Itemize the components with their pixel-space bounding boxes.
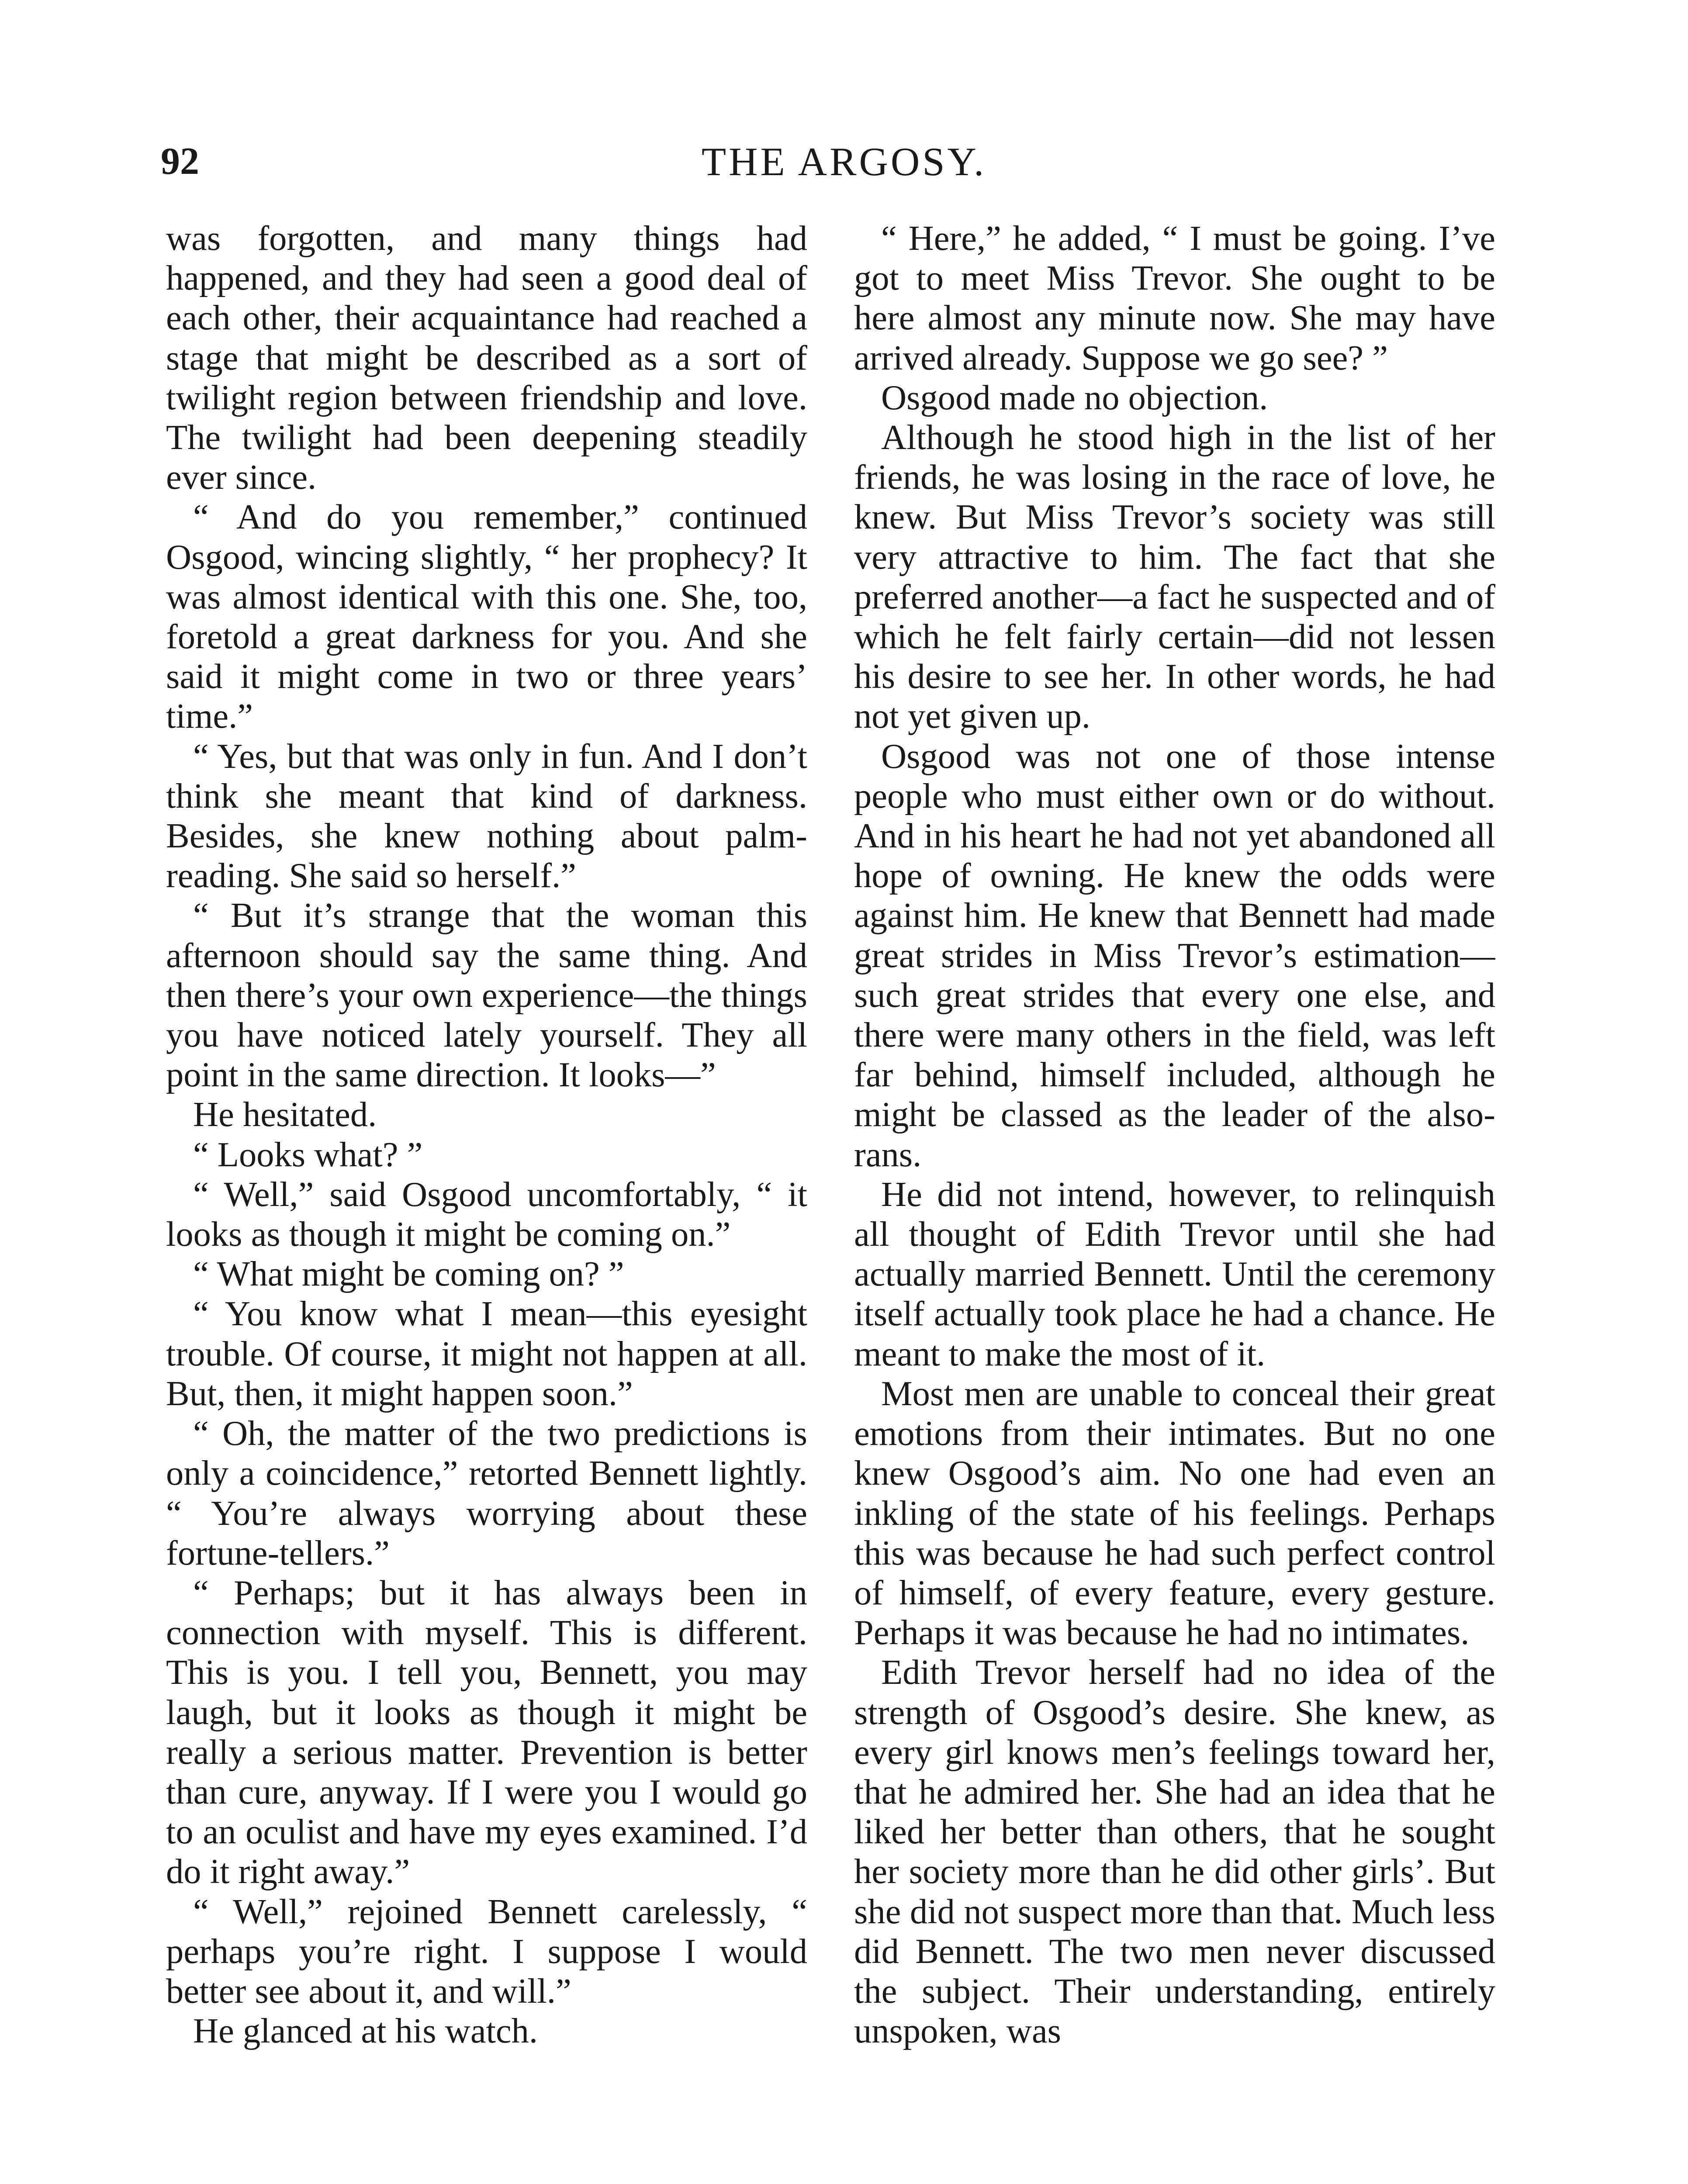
paragraph: “ Oh, the matter of the two predictions is only a coincidence,” retorted Bennett lightly. “ You’re always worrying about these fortune-tellers.” (166, 1414, 807, 1572)
paragraph: Osgood was not one of those intense people who must either own or do without. And in his heart he had not yet abandoned all hope of owning. He knew the odds were against him. He knew that Bennett had made great strides in Miss Trevor’s estimation—such great strides that every one else, and there were many others in the field, was left far behind, himself included, although he might be classed as the leader of the also-rans. (854, 736, 1495, 1174)
paragraph: “ Here,” he added, “ I must be going. I’ve got to meet Miss Trevor. She ought to be here almost any minute now. She may have arrived already. Suppose we go see? ” (854, 219, 1495, 377)
paragraph: “ Well,” rejoined Bennett carelessly, “ perhaps you’re right. I suppose I would better see about it, and will.” (166, 1892, 807, 2011)
paragraph: He did not intend, however, to relinquish all thought of Edith Trevor until she had actually married Bennett. Until the ceremony itself actually took place he had a chance. He meant to make the most of it. (854, 1175, 1495, 1373)
page-number: 92 (161, 140, 199, 183)
paragraph: “ Perhaps; but it has always been in connection with myself. This is different. This is you. I tell you, Bennett, you may laugh, but it looks as though it might be really a serious matter. Prevention is better than cure, anyway. If I were you I would go to an oculist and have my eyes examined. I’d do it right away.” (166, 1573, 807, 1891)
paragraph: “ And do you remember,” continued Osgood, wincing slightly, “ her prophecy? It was almost identical with this one. She, too, foretold a great darkness for you. And she said it might come in two or three years’ time.” (166, 498, 807, 736)
paragraph: Osgood made no objection. (881, 378, 1268, 417)
paragraph: was forgotten, and many things had happened, and they had seen a good deal of each other, their acquaintance had reached a stage that might be described as a sort of twilight region between friendship and love. The twilight had been deepening steadily ever since. (166, 219, 807, 497)
page-header (0, 135, 1688, 188)
paragraph: Edith Trevor herself had no idea of the strength of Osgood’s desire. She knew, as every girl knows men’s feelings toward her, that he admired her. She had an idea that he liked her better than others, that he sought her society more than he did other girls’. But she did not suspect more than that. Much less did Bennett. The two men never discussed the subject. Their understanding, entirely unspoken, was (854, 1653, 1495, 2051)
paragraph: “ What might be coming on? ” (193, 1254, 624, 1294)
running-title: THE ARGOSY. (701, 139, 987, 184)
paragraph: He hesitated. (193, 1095, 377, 1134)
paragraph: Most men are unable to conceal their great emotions from their intimates. But no one knew Osgood’s aim. No one had even an inkling of the state of his feelings. Perhaps this was because he had such perfect control of himself, of every feature, every gesture. Perhaps it was because he had no intimates. (854, 1374, 1495, 1652)
paragraph: “ You know what I mean—this eyesight trouble. Of course, it might not happen at all. But, then, it might happen soon.” (166, 1294, 807, 1413)
paragraph: He glanced at his watch. (193, 2011, 538, 2051)
paragraph: Although he stood high in the list of her friends, he was losing in the race of love, he knew. But Miss Trevor’s society was still very attractive to him. The fact that she preferred another—a fact he suspected and of which he felt fairly certain—did not lessen his desire to see her. In other words, he had not yet given up. (854, 418, 1495, 736)
paragraph: “ Looks what? ” (193, 1135, 423, 1174)
paragraph: “ Well,” said Osgood uncomfortably, “ it looks as though it might be coming on.” (166, 1175, 807, 1254)
paragraph: “ But it’s strange that the woman this afternoon should say the same thing. And then there’s your own experience—the things you have noticed lately yourself. They all point in the same direction. It looks—” (166, 896, 807, 1095)
right-column (854, 218, 1495, 2184)
paragraph: “ Yes, but that was only in fun. And I don’t think she meant that kind of darkness. Besides, she knew nothing about palm-reading. She said so herself.” (166, 736, 807, 895)
left-column (166, 218, 807, 2184)
